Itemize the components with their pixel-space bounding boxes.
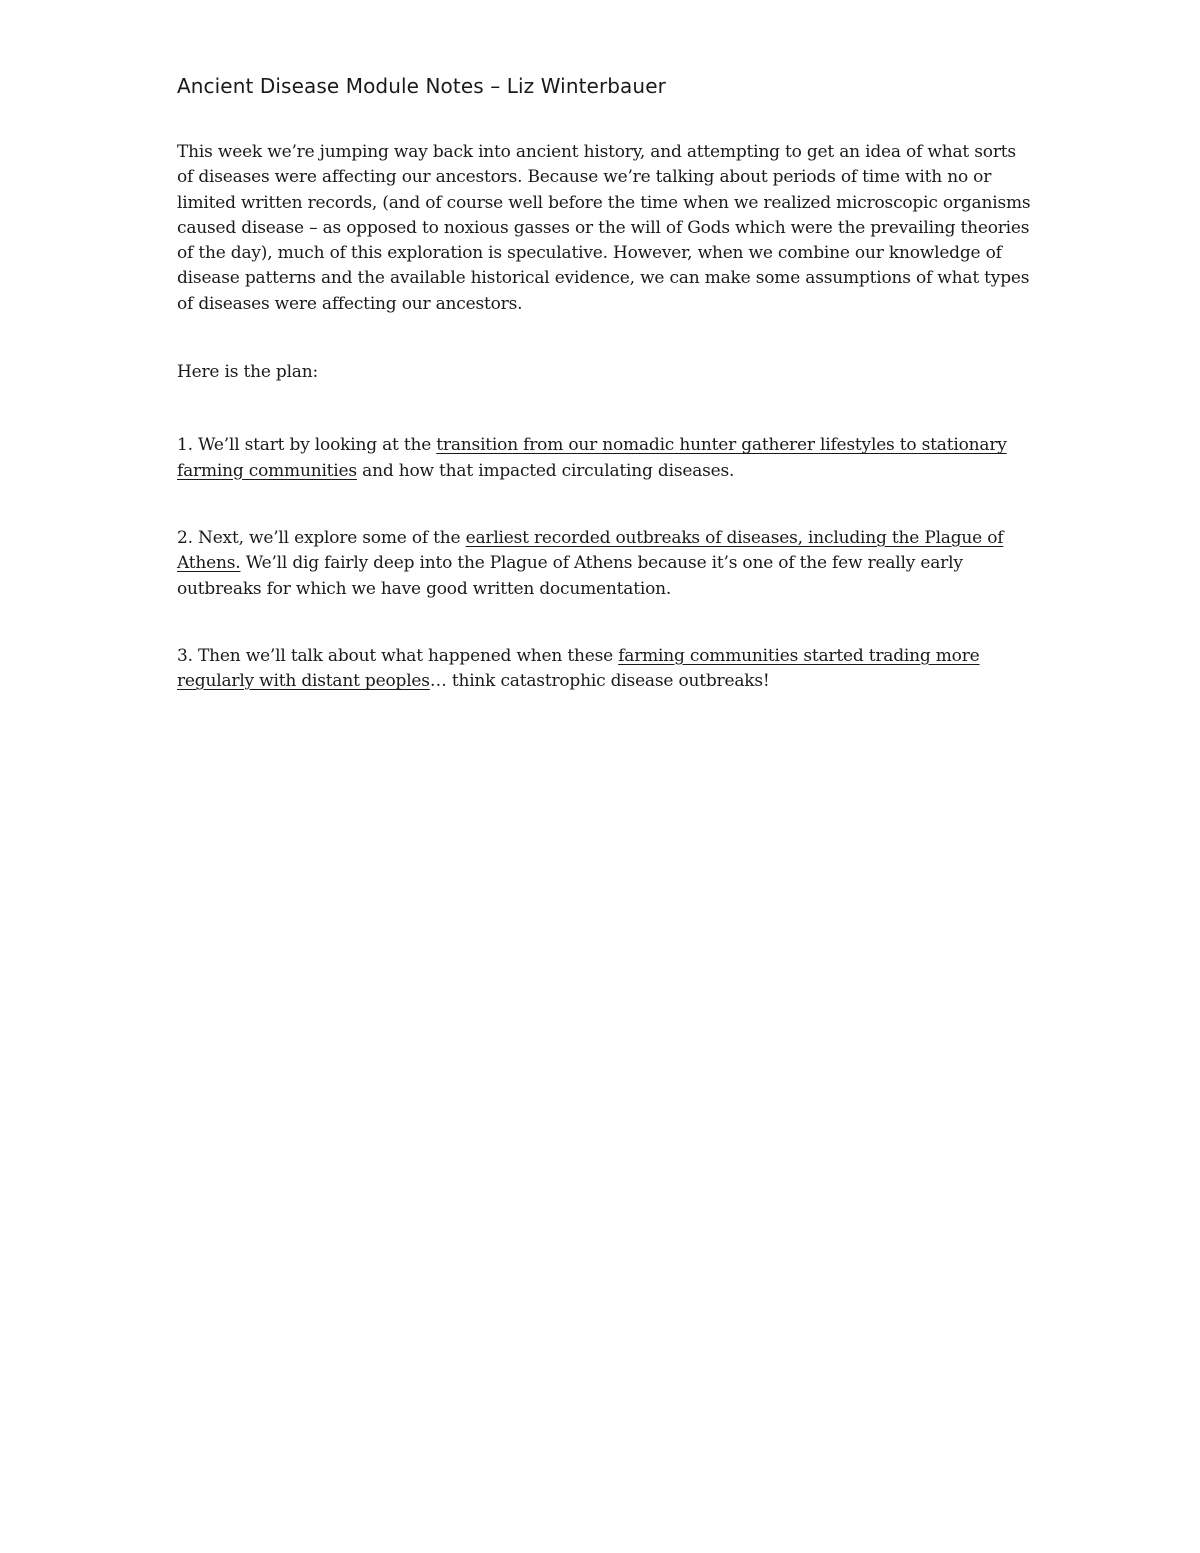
plan-item-1-rest: and how that impacted circulating diseases. (356, 460, 735, 481)
plan-item-3-topic: farming communities started trading more regularly with distant peoples (177, 645, 980, 692)
plan-item-1 (177, 433, 1037, 484)
document-body (177, 72, 1037, 736)
plan-item-2-lead: 2. Next, we’ll explore some of the (177, 527, 466, 548)
plan-item-3-lead: 3. Then we’ll talk about what happened when these (177, 645, 619, 666)
plan-heading: Here is the plan: (177, 362, 319, 383)
plan-item-1-lead: 1. We’ll start by looking at the (177, 435, 437, 456)
intro-paragraph: This week we’re jumping way back into ancient history, and attempting to get an idea of what sorts of diseases were affecting our ancestors. Because we’re talking about periods of time with no or limited written records, (and of course well before the time when we realized microscopic organisms caused disease – as opposed to noxious gasses or the will of Gods which were the prevailing theories of the day), much of this exploration is speculative. However, when we combine our knowledge of disease patterns and the available historical evidence, we can make some assumptions of what types of diseases were affecting our ancestors. (177, 142, 1031, 314)
plan-item-2-rest: We’ll dig fairly deep into the Plague of Athens because it’s one of the few really early outbreaks for which we have good written documentation. (177, 553, 963, 599)
document-title: Ancient Disease Module Notes – Liz Winterbauer (177, 74, 666, 98)
plan-item-2-topic: earliest recorded outbreaks of diseases, including the Plague of Athens. (177, 527, 1004, 574)
plan-item-3-rest: … think catastrophic disease outbreaks! (429, 671, 770, 692)
plan-item-1-topic: transition from our nomadic hunter gatherer lifestyles to stationary farming communities (177, 435, 1007, 481)
plan-item-3 (177, 644, 1037, 695)
plan-item-2 (177, 526, 1037, 602)
